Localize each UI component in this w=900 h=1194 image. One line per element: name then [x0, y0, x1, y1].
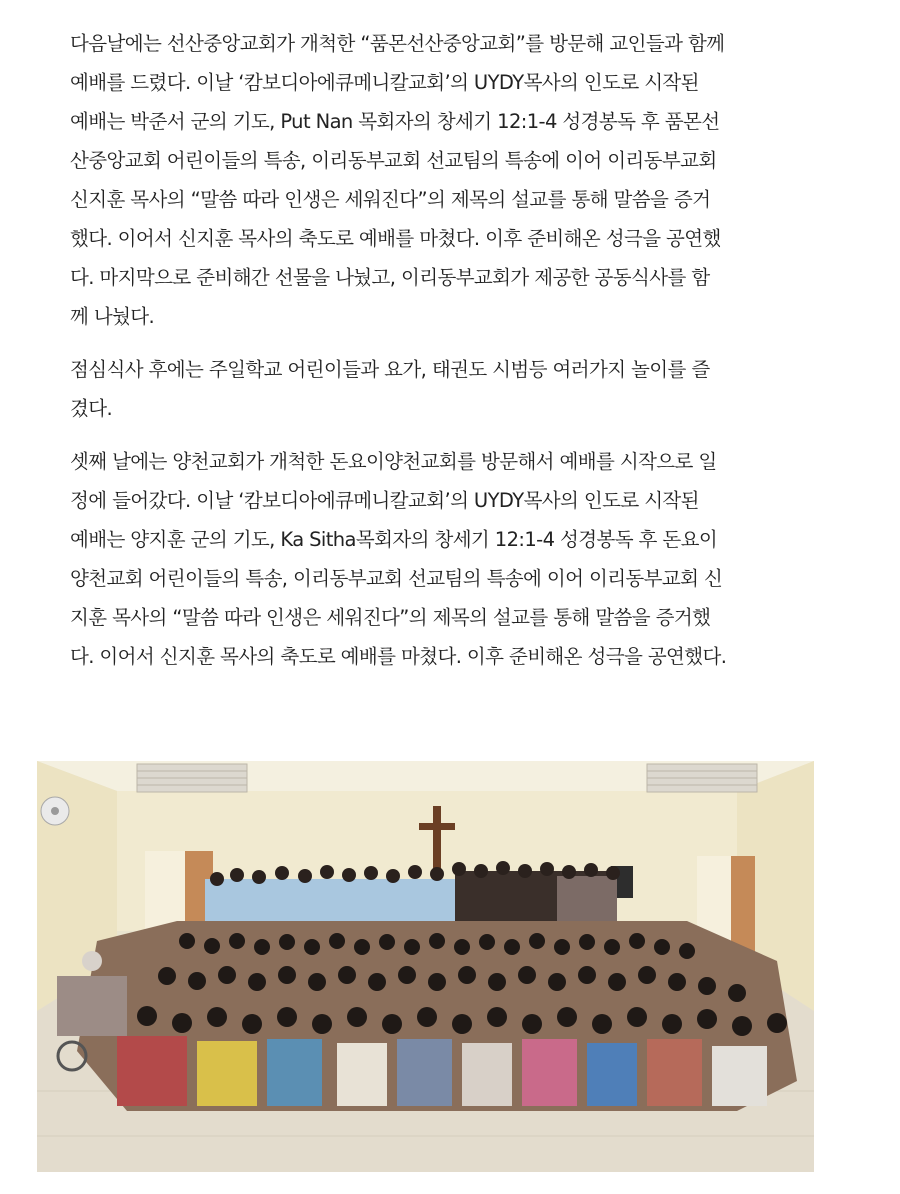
- text-line: 신지훈 목사의 “말씀 따라 인생은 세워진다”의 제목의 설교를 통해 말씀을 증거: [70, 188, 711, 211]
- group-photo: [37, 761, 814, 1172]
- paragraph-2: [70, 350, 830, 428]
- text-line: 다음날에는 선산중앙교회가 개척한 “품몬선산중앙교회”를 방문해 교인들과 함께: [70, 32, 725, 55]
- text-line: 예배는 박준서 군의 기도, Put Nan 목회자의 창세기 12:1-4 성경봉독 후 품몬선: [70, 110, 720, 133]
- text-line: 께 나눴다.: [70, 305, 155, 328]
- text-line: 셋째 날에는 양천교회가 개척한 돈요이양천교회를 방문해서 예배를 시작으로 일: [70, 450, 717, 473]
- text-line: 했다. 이어서 신지훈 목사의 축도로 예배를 마쳤다. 이후 준비해온 성극을 공연했: [70, 227, 721, 250]
- vent-right: [647, 764, 757, 792]
- text-line: 양천교회 어린이들의 특송, 이리동부교회 선교팀의 특송에 이어 이리동부교회 신: [70, 567, 723, 590]
- text-line: 예배를 드렸다. 이날 ‘캄보디아에큐메니칼교회’의 UYDY목사의 인도로 시작된: [70, 71, 699, 94]
- right-door: [731, 856, 755, 956]
- text-line: 지훈 목사의 “말씀 따라 인생은 세워진다”의 제목의 설교를 통해 말씀을 증거했: [70, 606, 711, 629]
- wall-fan-icon: [41, 797, 69, 825]
- group-photo-illustration: [37, 761, 814, 1172]
- article-body: [70, 24, 830, 690]
- text-line: 예배는 양지훈 군의 기도, Ka Sitha목회자의 창세기 12:1-4 성경봉독 후 돈요이: [70, 528, 718, 551]
- text-line: 정에 들어갔다. 이날 ‘캄보디아에큐메니칼교회’의 UYDY목사의 인도로 시작된: [70, 489, 699, 512]
- vent-left: [137, 764, 247, 792]
- text-line: 산중앙교회 어린이들의 특송, 이리동부교회 선교팀의 특송에 이어 이리동부교회: [70, 149, 717, 172]
- paragraph-1: [70, 24, 830, 336]
- paragraph-3: [70, 442, 830, 676]
- text-line: 겼다.: [70, 397, 113, 420]
- front-row-children: [117, 1036, 767, 1106]
- text-line: 점심식사 후에는 주일학교 어린이들과 요가, 태권도 시범등 여러가지 놀이를 즐: [70, 358, 710, 381]
- text-line: 다. 마지막으로 준비해간 선물을 나눴고, 이리동부교회가 제공한 공동식사를 함: [70, 266, 710, 289]
- text-line: 다. 이어서 신지훈 목사의 축도로 예배를 마쳤다. 이후 준비해온 성극을 공연했다.: [70, 645, 727, 668]
